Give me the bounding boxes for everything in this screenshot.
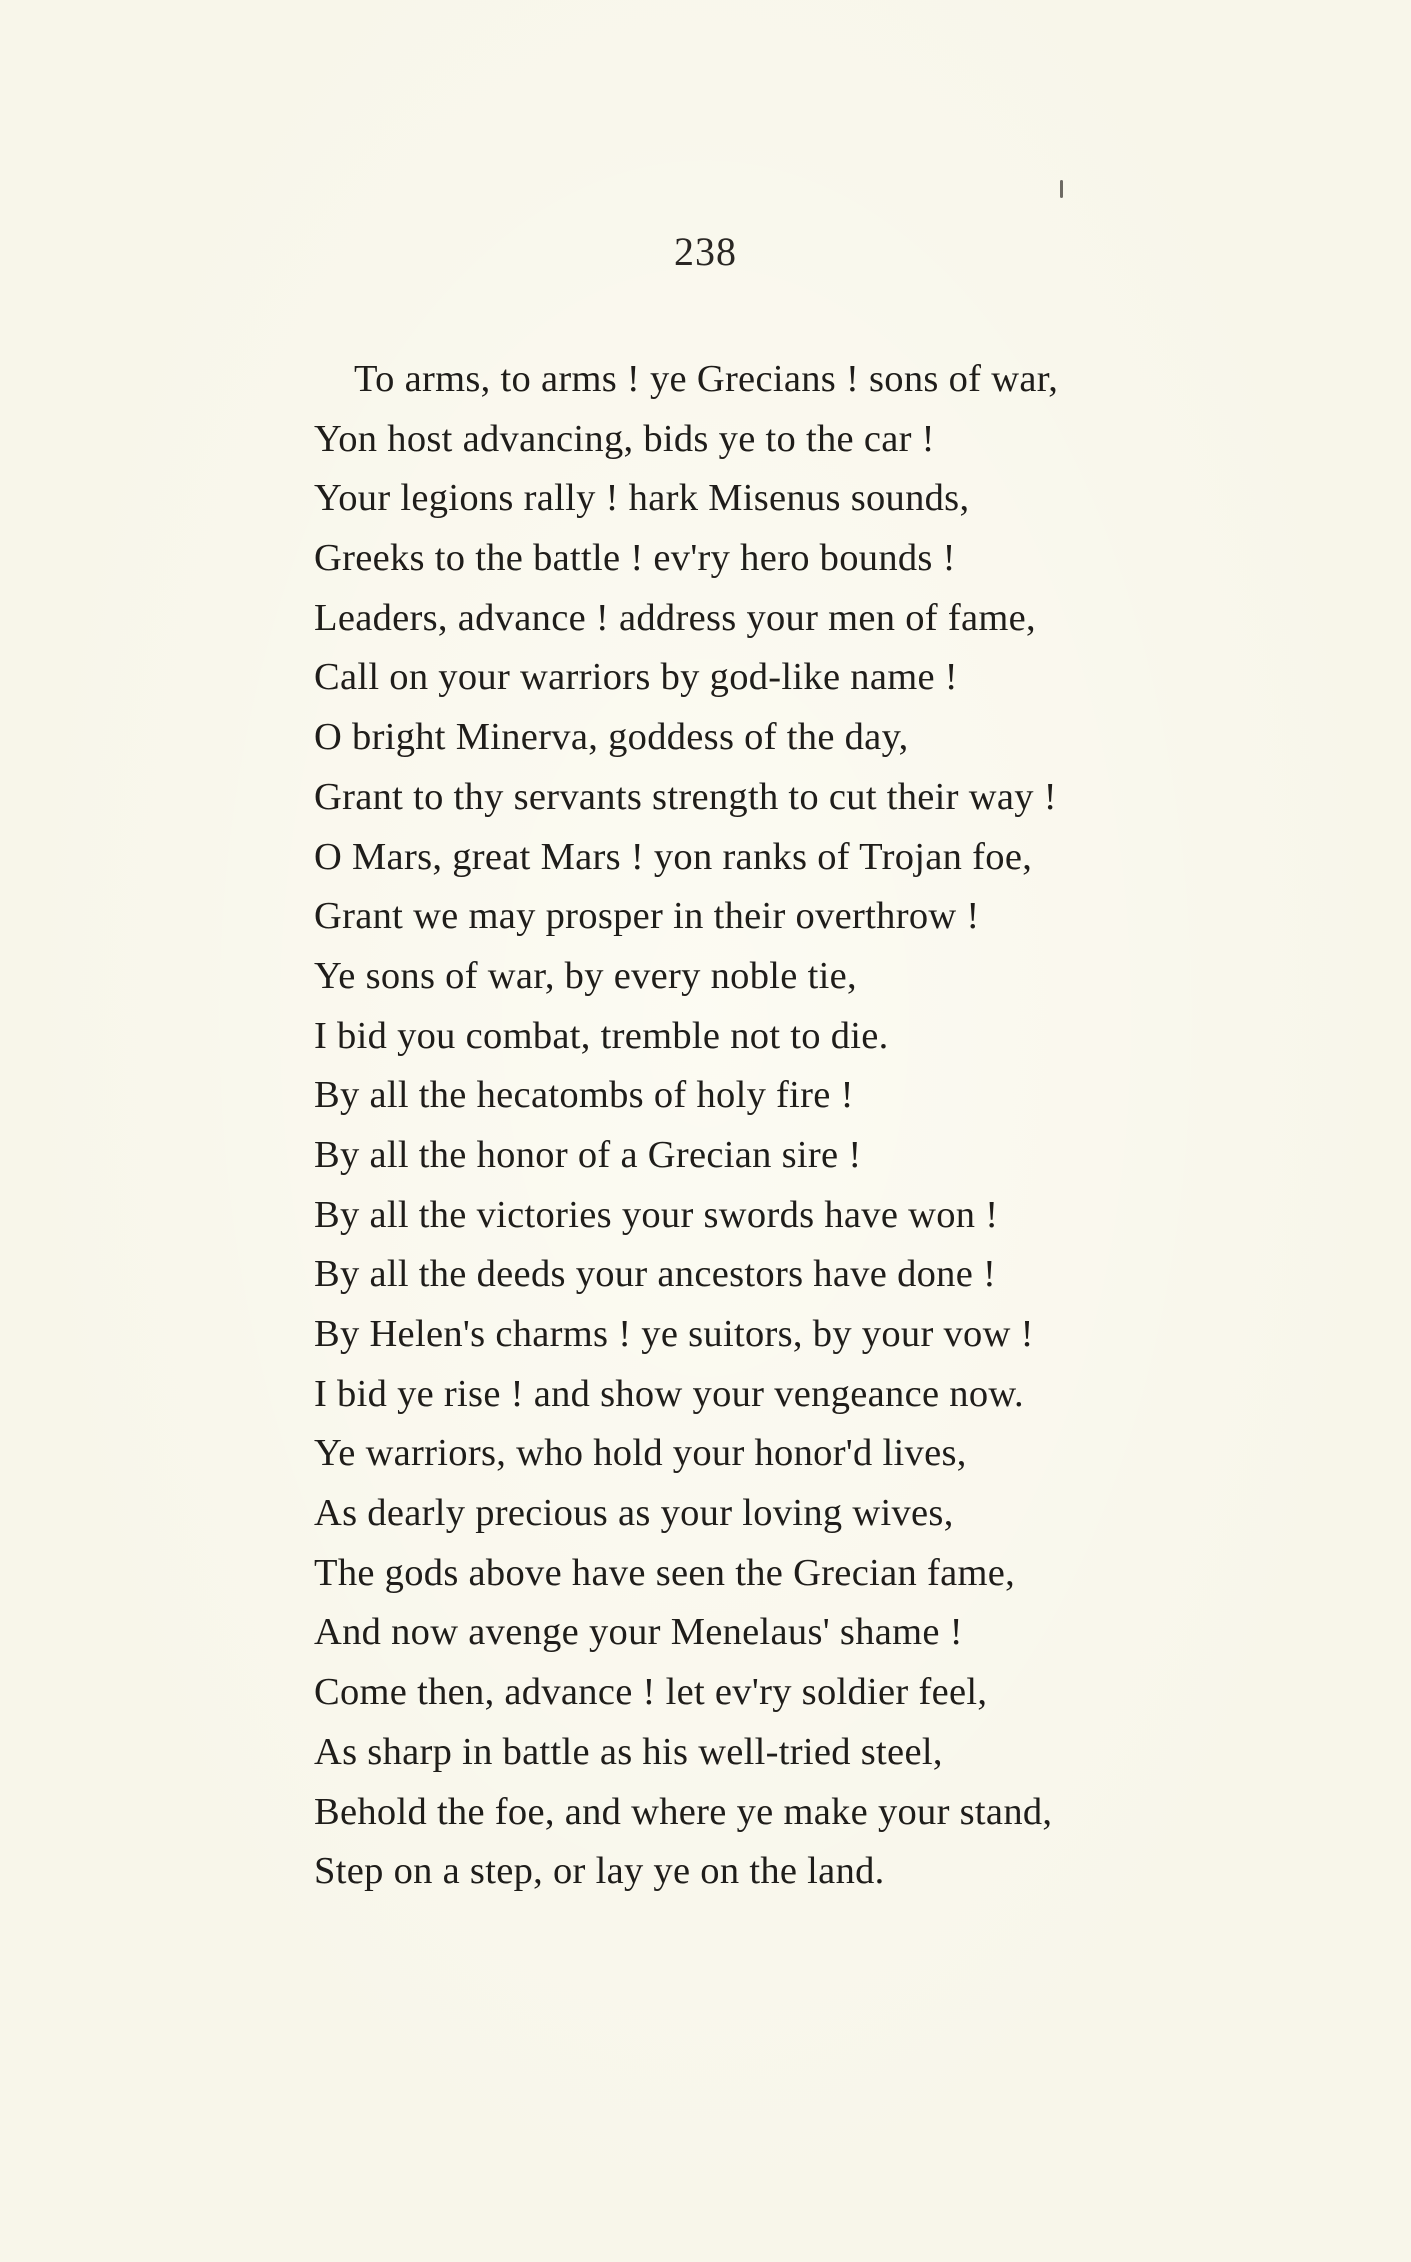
poem-line: The gods above have seen the Grecian fame, — [314, 1551, 1016, 1594]
poem-line: By all the deeds your ancestors have done ! — [314, 1253, 997, 1296]
poem-line: By all the victories your swords have won ! — [314, 1193, 999, 1236]
poem-line: I bid ye rise ! and show your vengeance now. — [314, 1372, 1024, 1415]
poem-line: Grant to thy servants strength to cut their way ! — [314, 775, 1057, 818]
poem-line: As dearly precious as your loving wives, — [314, 1492, 954, 1535]
poem-line: To arms, to arms ! ye Grecians ! sons of war, — [354, 358, 1059, 400]
poem-line: By Helen's charms ! ye suitors, by your vow ! — [314, 1313, 1034, 1355]
poem-line: And now avenge your Menelaus' shame ! — [314, 1611, 963, 1654]
poem-line: O Mars, great Mars ! yon ranks of Trojan foe, — [314, 835, 1033, 878]
poem-line: Greeks to the battle ! ev'ry hero bounds ! — [314, 537, 956, 580]
poem-line: Leaders, advance ! address your men of fame, — [314, 596, 1036, 639]
page-number: 238 — [674, 229, 737, 274]
poem-line: I bid you combat, tremble not to die. — [314, 1014, 889, 1057]
poem-line: Step on a step, or lay ye on the land. — [314, 1850, 885, 1893]
poem-line: Behold the foe, and where ye make your stand, — [314, 1790, 1053, 1833]
poem-line: As sharp in battle as his well-tried steel, — [314, 1730, 943, 1773]
poem-line: Grant we may prosper in their overthrow ! — [314, 895, 980, 938]
poem-line: Ye warriors, who hold your honor'd lives, — [314, 1432, 967, 1475]
poem-line: By all the honor of a Grecian sire ! — [314, 1133, 862, 1176]
ink-speck — [1060, 180, 1063, 198]
poem-line: Come then, advance ! let ev'ry soldier feel, — [314, 1671, 988, 1714]
poem-text — [314, 350, 1254, 1902]
poem-line: By all the hecatombs of holy fire ! — [314, 1074, 854, 1117]
poem-line: Your legions rally ! hark Misenus sounds, — [314, 477, 970, 520]
poem-line: Yon host advancing, bids ye to the car ! — [314, 417, 935, 460]
poem-line: Call on your warriors by god-like name ! — [314, 656, 958, 699]
poem-line: Ye sons of war, by every noble tie, — [314, 954, 857, 997]
poem-line: O bright Minerva, goddess of the day, — [314, 716, 909, 759]
